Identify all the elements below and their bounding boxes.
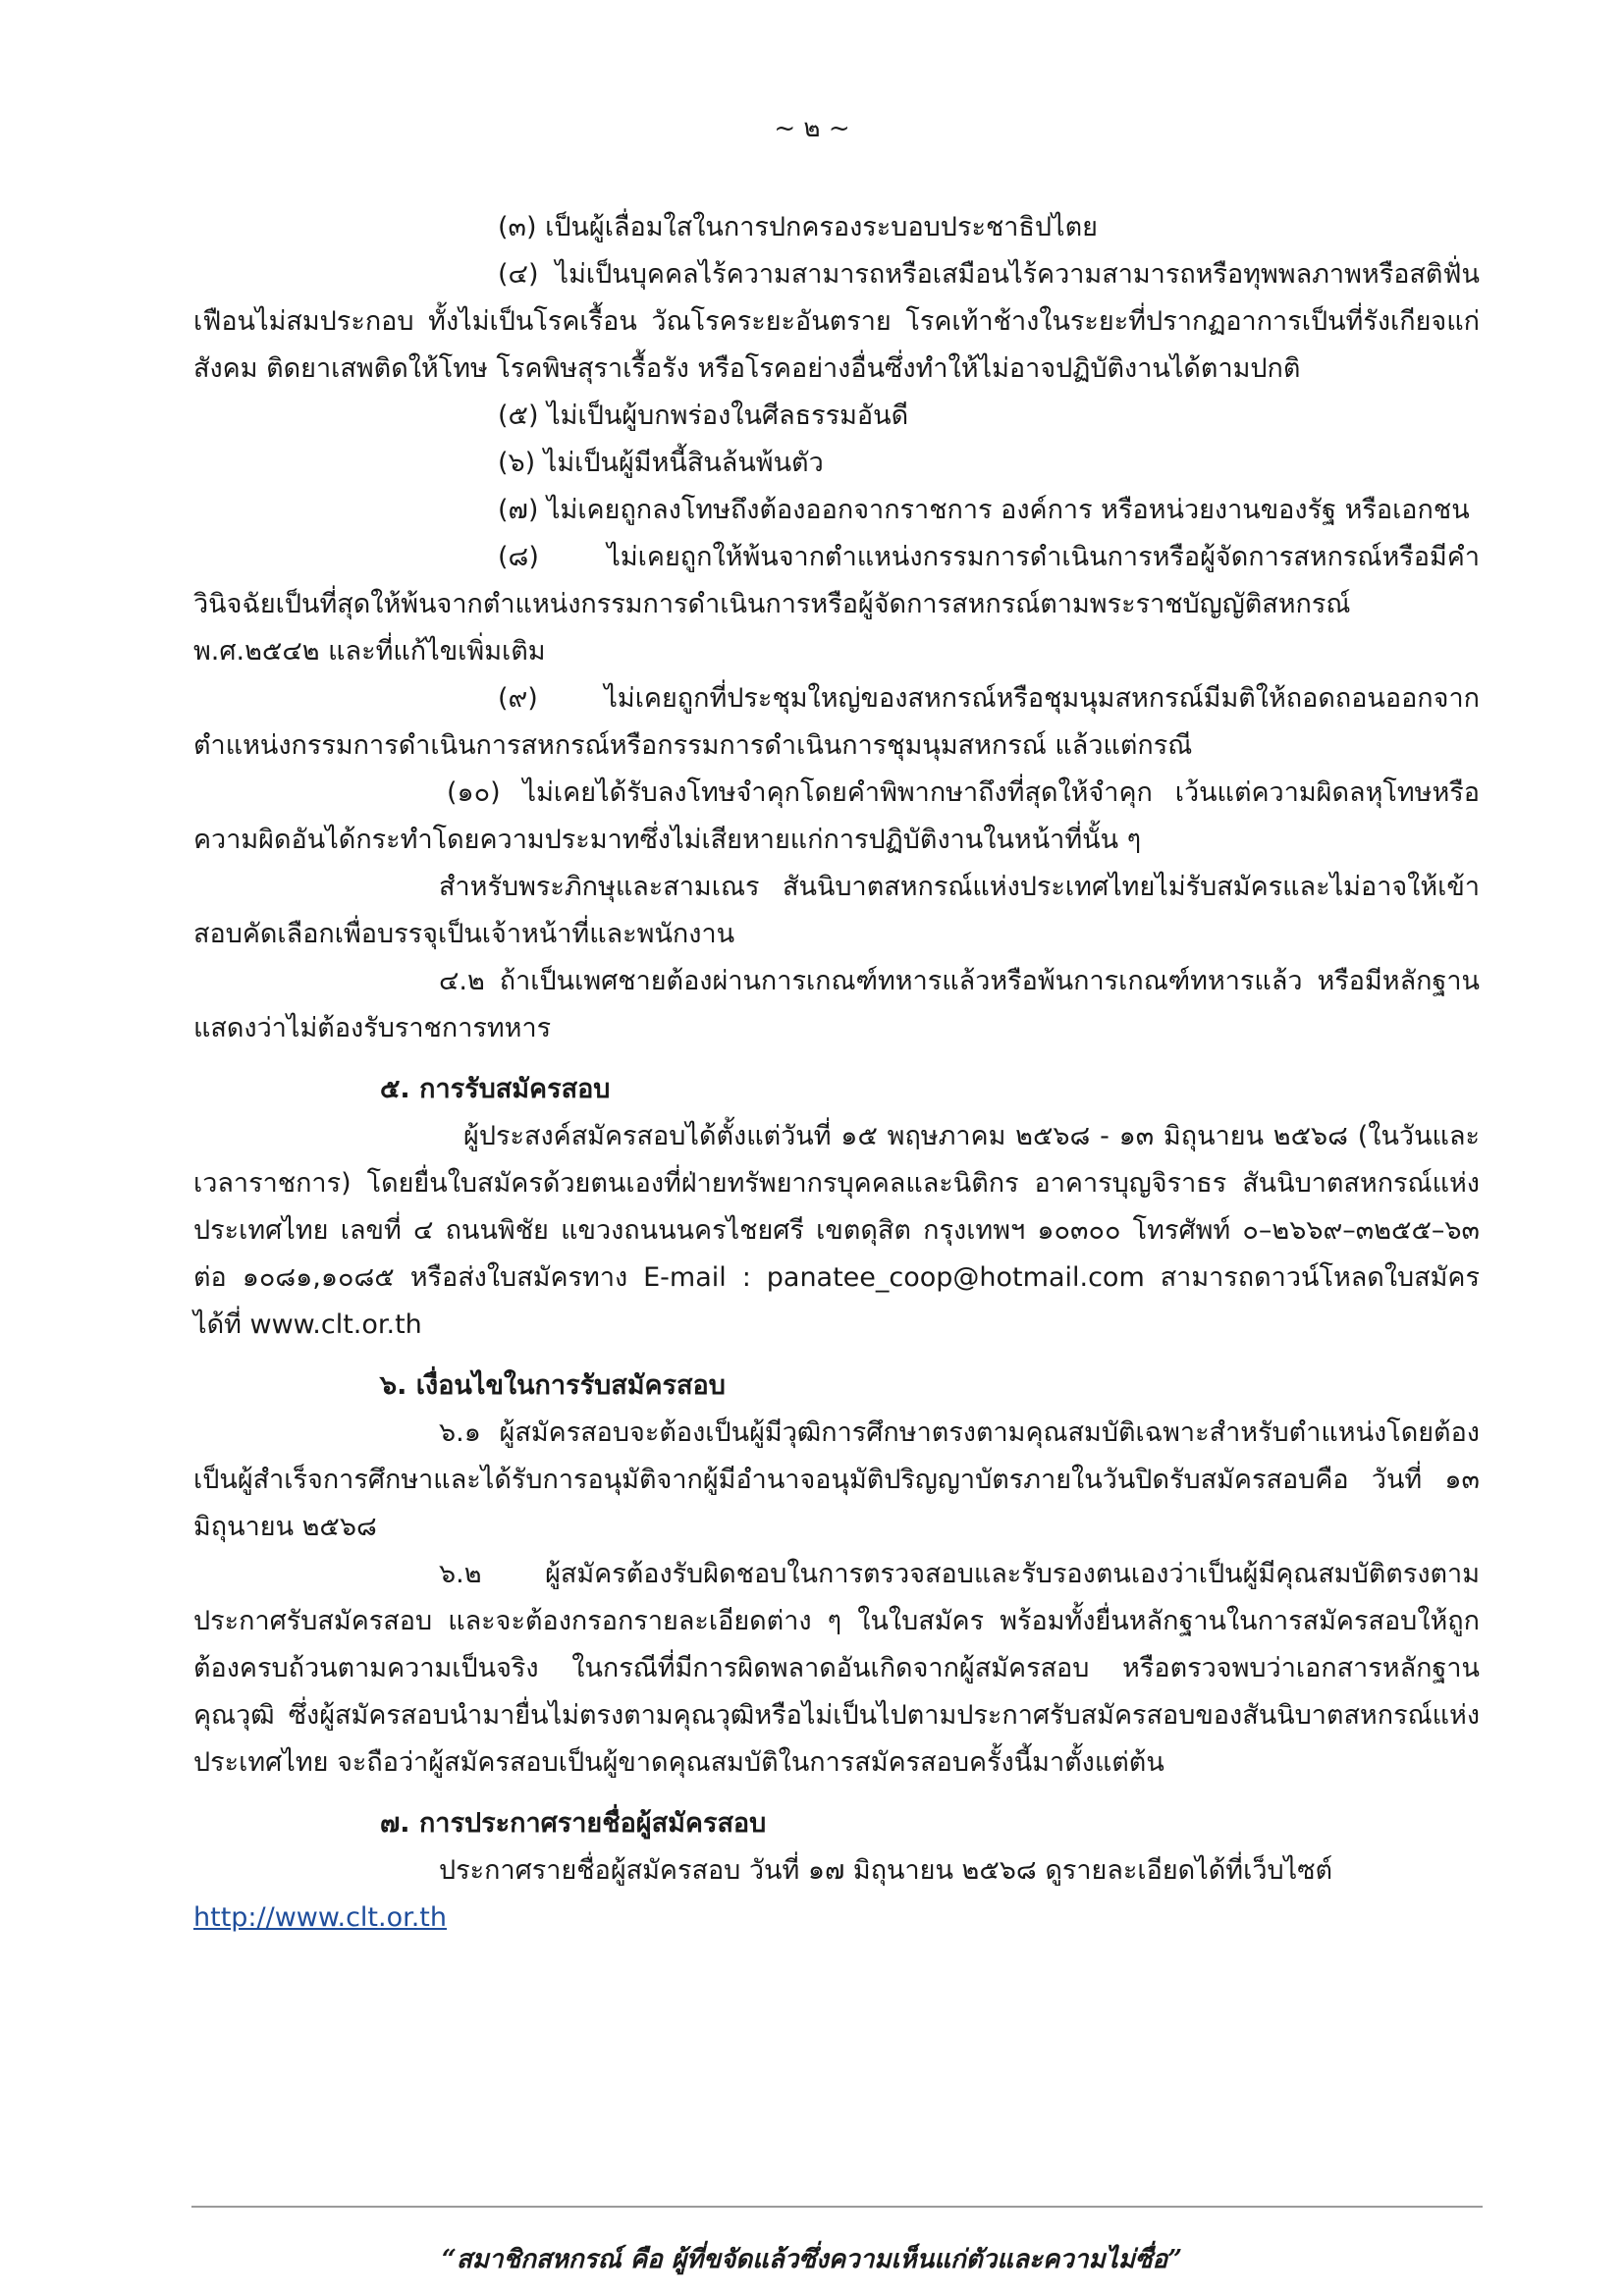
section-5-heading: ๕. การรับสมัครสอบ: [380, 1074, 611, 1104]
qualification-item-4: (๔) ไม่เป็นบุคคลไร้ความสามารถหรือเสมือนไร้ความสามารถหรือทุพพลภาพหรือสติฟั่นเฟือนไม่สมประกอบ ทั้งไม่เป็นโรคเรื้อน วัณโรคระยะอันตราย โรคเท้าช้างในระยะที่ปรากฏอาการเป็นที่รังเกียจแก่สังคม ติดยาเสพติดให้โทษ โรคพิษสุราเรื้อรัง หรือโรคอย่างอื่นซึ่งทำให้ไม่อาจปฏิบัติงานได้ตามปกติ: [193, 259, 1480, 384]
qualification-item-9: (๙) ไม่เคยถูกที่ประชุมใหญ่ของสหกรณ์หรือชุมนุมสหกรณ์มีมติให้ถอดถอนออกจากตำแหน่งกรรมการดำเนินการสหกรณ์หรือกรรมการดำเนินการชุมนุมสหกรณ์ แล้วแต่กรณี: [193, 683, 1480, 761]
monks-note: สำหรับพระภิกษุและสามเณร สันนิบาตสหกรณ์แห่งประเทศไทยไม่รับสมัครและไม่อาจให้เข้าสอบคัดเลือกเพื่อบรรจุเป็นเจ้าหน้าที่และพนักงาน: [193, 872, 1480, 949]
qualification-item-4-2: ๔.๒ ถ้าเป็นเพศชายต้องผ่านการเกณฑ์ทหารแล้วหรือพ้นการเกณฑ์ทหารแล้ว หรือมีหลักฐานแสดงว่าไม่ต้องรับราชการทหาร: [193, 966, 1480, 1043]
section-7-body: ประกาศรายชื่อผู้สมัครสอบ วันที่ ๑๗ มิถุนายน ๒๕๖๘ ดูรายละเอียดได้ที่เว็บไซต์: [439, 1855, 1333, 1886]
page-number: ~ ๒ ~: [774, 114, 850, 143]
qualification-item-7: (๗) ไม่เคยถูกลงโทษถึงต้องออกจากราชการ องค์การ หรือหน่วยงานของรัฐ หรือเอกชน: [498, 495, 1470, 525]
footer-motto: “สมาชิกสหกรณ์ คือ ผู้ที่ขจัดแล้วซึ่งความเห็นแก่ตัวและความไม่ซื่อ”: [441, 2245, 1183, 2274]
section-6-heading: ๖. เงื่อนไขในการรับสมัครสอบ: [380, 1370, 726, 1401]
document-body: [193, 204, 1480, 1942]
qualification-item-3: (๓) เป็นผู้เลื่อมใสในการปกครองระบอบประชาธิปไตย: [498, 212, 1098, 242]
condition-item-6-1: ๖.๑ ผู้สมัครสอบจะต้องเป็นผู้มีวุฒิการศึกษาตรงตามคุณสมบัติเฉพาะสำหรับตำแหน่งโดยต้องเป็นผู้สำเร็จการศึกษาและได้รับการอนุมัติจากผู้มีอำนาจอนุมัติปริญญาบัตรภายในวันปิดรับสมัครสอบคือ วันที่ ๑๓ มิถุนายน ๒๕๖๘: [193, 1417, 1480, 1542]
footer-divider: [191, 2206, 1483, 2208]
section-5-body: ผู้ประสงค์สมัครสอบได้ตั้งแต่วันที่ ๑๕ พฤษภาคม ๒๕๖๘ - ๑๓ มิถุนายน ๒๕๖๘ (ในวันและเวลาราชการ) โดยยื่นใบสมัครด้วยตนเองที่ฝ่ายทรัพยากรบุคคลและนิติกร อาคารบุญจิราธร สันนิบาตสหกรณ์แห่งประเทศไทย เลขที่ ๔ ถนนพิชัย แขวงถนนนครไชยศรี เขตดุสิต กรุงเทพฯ ๑๐๓๐๐ โทรศัพท์ ๐–๒๖๖๙–๓๒๕๕–๖๓ ต่อ ๑๐๘๑,๑๐๘๕ หรือส่งใบสมัครทาง E-mail : panatee_coop@hotmail.com สามารถดาวน์โหลดใบสมัครได้ที่ www.clt.or.th: [193, 1121, 1480, 1340]
qualification-item-5: (๕) ไม่เป็นผู้บกพร่องในศีลธรรมอันดี: [498, 400, 909, 431]
qualification-item-8: (๘) ไม่เคยถูกให้พ้นจากตำแหน่งกรรมการดำเนินการหรือผู้จัดการสหกรณ์หรือมีคำวินิจฉัยเป็นที่สุดให้พ้นจากตำแหน่งกรรมการดำเนินการหรือผู้จัดการสหกรณ์ตามพระราชบัญญัติสหกรณ์ พ.ศ.๒๕๔๒ และที่แก้ไขเพิ่มเติม: [193, 542, 1480, 667]
section-7-heading: ๗. การประกาศรายชื่อผู้สมัครสอบ: [380, 1808, 767, 1839]
condition-item-6-2: ๖.๒ ผู้สมัครต้องรับผิดชอบในการตรวจสอบและรับรองตนเองว่าเป็นผู้มีคุณสมบัติตรงตามประกาศรับสมัครสอบ และจะต้องกรอกรายละเอียดต่าง ๆ ในใบสมัคร พร้อมทั้งยื่นหลักฐานในการสมัครสอบให้ถูกต้องครบถ้วนตามความเป็นจริง ในกรณีที่มีการผิดพลาดอันเกิดจากผู้สมัครสอบ หรือตรวจพบว่าเอกสารหลักฐานคุณวุฒิ ซึ่งผู้สมัครสอบนำมายื่นไม่ตรงตามคุณวุฒิหรือไม่เป็นไปตามประกาศรับสมัครสอบของสันนิบาตสหกรณ์แห่งประเทศไทย จะถือว่าผู้สมัครสอบเป็นผู้ขาดคุณสมบัติในการสมัครสอบครั้งนี้มาตั้งแต่ต้น: [193, 1559, 1480, 1778]
qualification-item-10: (๑๐) ไม่เคยได้รับลงโทษจำคุกโดยคำพิพากษาถึงที่สุดให้จำคุก เว้นแต่ความผิดลหุโทษหรือความผิดอันได้กระทำโดยความประมาทซึ่งไม่เสียหายแก่การปฏิบัติงานในหน้าที่นั้น ๆ: [193, 777, 1480, 855]
website-link[interactable]: http://www.clt.or.th: [193, 1902, 448, 1933]
qualification-item-6: (๖) ไม่เป็นผู้มีหนี้สินล้นพ้นตัว: [498, 448, 824, 478]
